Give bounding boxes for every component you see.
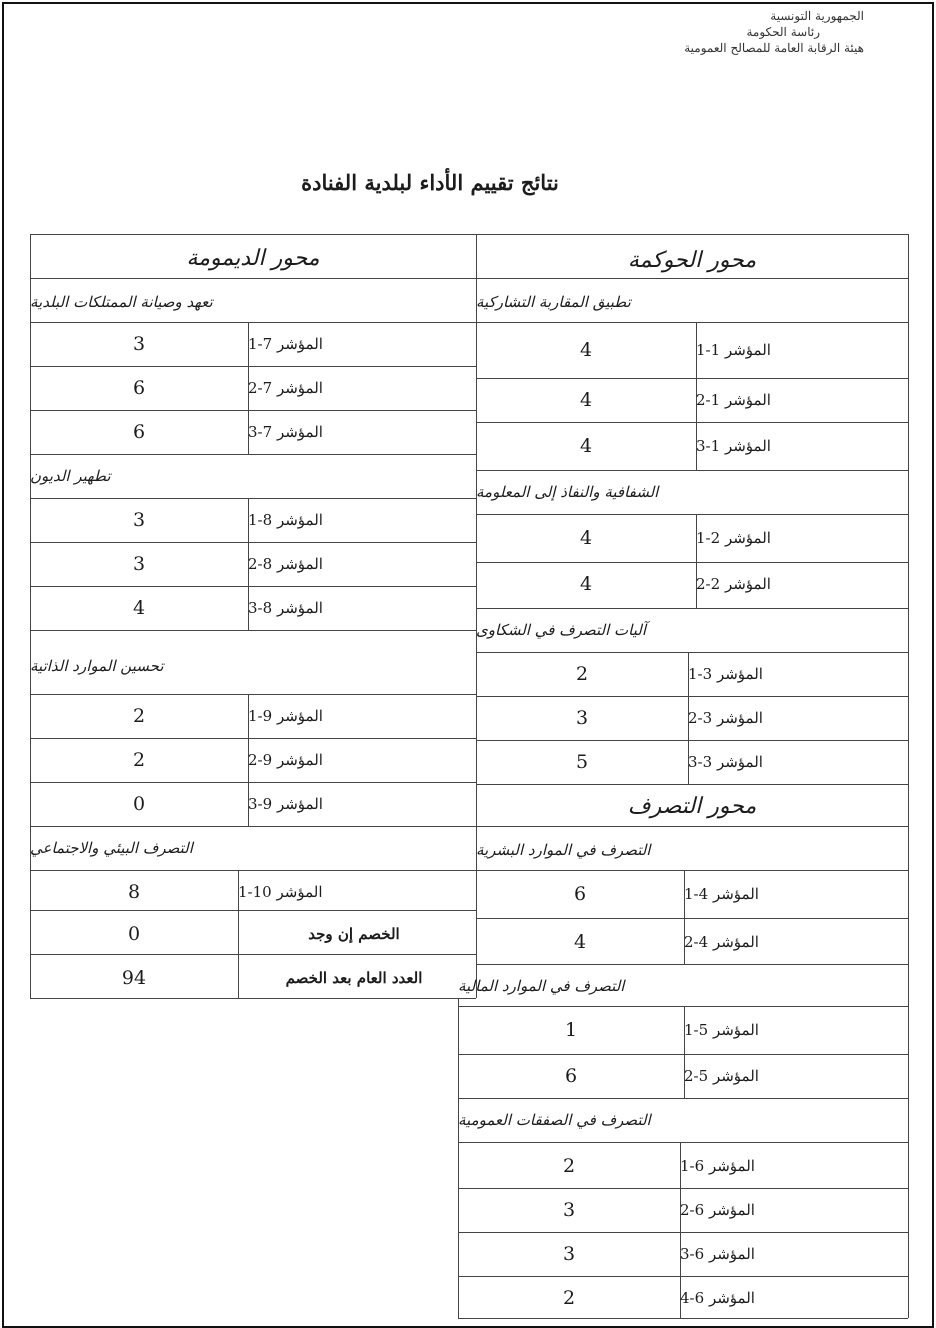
indicator-5-2-score: 6 (564, 1065, 578, 1087)
indicator-3-3-label: المؤشر 3-3 (688, 753, 763, 771)
indicator-9-1-label: المؤشر 9-1 (248, 707, 323, 725)
section-human-resources: التصرف في الموارد البشرية (476, 841, 651, 859)
section-public-procurement: التصرف في الصفقات العمومية (458, 1111, 651, 1129)
indicator-7-3-label: المؤشر 7-3 (248, 423, 323, 441)
indicator-8-1-label: المؤشر 8-1 (248, 511, 323, 529)
indicator-1-1-label: المؤشر 1-1 (696, 341, 771, 359)
section-participatory-approach: تطبيق المقاربة التشاركية (476, 293, 631, 311)
indicator-7-1-score: 3 (132, 333, 146, 355)
axis-management: محور التصرف (627, 793, 757, 819)
indicator-4-1-label: المؤشر 4-1 (684, 885, 759, 903)
indicator-6-1-score: 2 (562, 1155, 576, 1177)
indicator-2-1-score: 4 (579, 527, 593, 549)
indicator-4-2-label: المؤشر 4-2 (684, 933, 759, 951)
indicator-7-3-score: 6 (132, 421, 146, 443)
document-title: نتائج تقييم الأداء لبلدية الفنادة (301, 170, 559, 195)
indicator-10-1-score: 8 (127, 881, 141, 903)
indicator-10-1-label: المؤشر 10-1 (238, 883, 323, 901)
indicator-6-2-label: المؤشر 6-2 (680, 1201, 755, 1219)
total-label: العدد العام بعد الخصم (285, 969, 423, 987)
indicator-9-2-score: 2 (132, 749, 146, 771)
indicator-6-1-label: المؤشر 6-1 (680, 1157, 755, 1175)
indicator-6-4-label: المؤشر 6-4 (680, 1289, 755, 1307)
indicator-1-1-score: 4 (579, 339, 593, 361)
indicator-9-3-score: 0 (132, 793, 146, 815)
indicator-7-1-label: المؤشر 7-1 (248, 335, 323, 353)
indicator-6-2-score: 3 (562, 1199, 576, 1221)
indicator-8-2-label: المؤشر 8-2 (248, 555, 323, 573)
letterhead (564, 8, 864, 56)
indicator-2-1-label: المؤشر 2-1 (696, 529, 771, 547)
deduction-label: الخصم إن وجد (308, 925, 400, 943)
section-transparency: الشفافية والنفاذ إلى المعلومة (476, 483, 659, 501)
section-own-resources: تحسين الموارد الذاتية (30, 657, 164, 675)
section-complaints: آليات التصرف في الشكاوى (476, 621, 646, 639)
indicator-1-3-label: المؤشر 1-3 (696, 437, 771, 455)
indicator-3-2-score: 3 (575, 707, 589, 729)
indicator-1-2-score: 4 (579, 389, 593, 411)
indicator-9-1-score: 2 (132, 705, 146, 727)
indicator-2-2-label: المؤشر 2-2 (696, 575, 771, 593)
section-debt-clearance: تطهير الديون (30, 467, 111, 485)
indicator-3-3-score: 5 (575, 751, 589, 773)
indicator-2-2-score: 4 (579, 573, 593, 595)
indicator-5-1-label: المؤشر 5-1 (684, 1021, 759, 1039)
indicator-3-1-label: المؤشر 3-1 (688, 665, 763, 683)
indicator-4-1-score: 6 (573, 883, 587, 905)
letterhead-line: هيئة الرقابة العامة للمصالح العمومية (684, 41, 864, 55)
indicator-5-1-score: 1 (564, 1019, 578, 1041)
indicator-6-3-label: المؤشر 6-3 (680, 1245, 755, 1263)
axis-governance: محور الحوكمة (627, 247, 757, 273)
indicator-9-2-label: المؤشر 9-2 (248, 751, 323, 769)
letterhead-line: الجمهورية التونسية (770, 9, 864, 23)
indicator-8-3-score: 4 (132, 597, 146, 619)
indicator-6-3-score: 3 (562, 1243, 576, 1265)
indicator-4-2-score: 4 (573, 931, 587, 953)
indicator-5-2-label: المؤشر 5-2 (684, 1067, 759, 1085)
indicator-9-3-label: المؤشر 9-3 (248, 795, 323, 813)
letterhead-line: رئاسة الحكومة (746, 25, 820, 39)
section-property-maintenance: تعهد وصيانة الممتلكات البلدية (30, 293, 213, 311)
indicator-6-4-score: 2 (562, 1287, 576, 1309)
deduction-score: 0 (127, 923, 141, 945)
section-financial-resources: التصرف في الموارد المالية (458, 977, 625, 995)
indicator-3-1-score: 2 (575, 663, 589, 685)
indicator-8-1-score: 3 (132, 509, 146, 531)
indicator-1-3-score: 4 (579, 435, 593, 457)
section-environmental-social: التصرف البيئي والاجتماعي (30, 839, 193, 857)
axis-sustainability: محور الديمومة (186, 245, 320, 271)
indicator-7-2-label: المؤشر 7-2 (248, 379, 323, 397)
indicator-8-3-label: المؤشر 8-3 (248, 599, 323, 617)
indicator-7-2-score: 6 (132, 377, 146, 399)
indicator-8-2-score: 3 (132, 553, 146, 575)
indicator-1-2-label: المؤشر 1-2 (696, 391, 771, 409)
total-score: 94 (121, 967, 147, 989)
indicator-3-2-label: المؤشر 3-2 (688, 709, 763, 727)
